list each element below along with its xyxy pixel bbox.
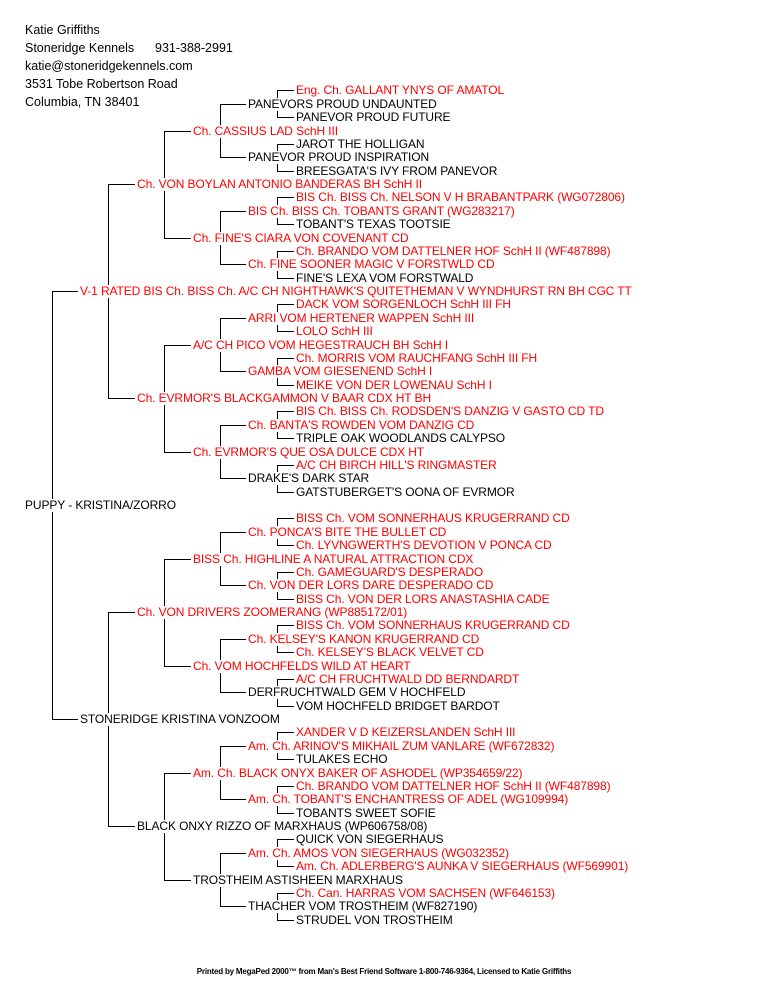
pedigree-entry: Ch. VON DER LORS DARE DESPERADO CD bbox=[248, 578, 494, 592]
pedigree-entry: Ch. KELSEY'S BLACK VELVET CD bbox=[296, 645, 484, 659]
pedigree-entry: STONERIDGE KRISTINA VONZOOM bbox=[80, 712, 280, 726]
pedigree-entry: Ch. VOM HOCHFELDS WILD AT HEART bbox=[193, 659, 411, 673]
pedigree-entry: Am. Ch. BLACK ONYX BAKER OF ASHODEL (WP354659/22) bbox=[193, 766, 523, 780]
connector-line-horizontal bbox=[164, 238, 191, 239]
pedigree-entry: VOM HOCHFELD BRIDGET BARDOT bbox=[296, 699, 500, 713]
connector-line-horizontal bbox=[277, 893, 294, 894]
pedigree-entry: TULAKES ECHO bbox=[296, 752, 388, 766]
connector-line-horizontal bbox=[164, 131, 191, 132]
pedigree-entry: QUICK VON SIEGERHAUS bbox=[296, 832, 444, 846]
connector-line-horizontal bbox=[277, 465, 294, 466]
connector-line-horizontal bbox=[277, 358, 294, 359]
pedigree-entry: Ch. LYVNGWERTH'S DEVOTION V PONCA CD bbox=[296, 538, 552, 552]
connector-line-horizontal bbox=[164, 666, 191, 667]
pedigree-entry: MEIKE VON DER LOWENAU SchH I bbox=[296, 378, 492, 392]
pedigree-entry: TROSTHEIM ASTISHEEN MARXHAUS bbox=[193, 873, 403, 887]
connector-line-horizontal bbox=[277, 706, 294, 707]
connector-line-horizontal bbox=[277, 759, 294, 760]
connector-line-horizontal bbox=[277, 518, 294, 519]
pedigree-entry: BISS Ch. VOM SONNERHAUS KRUGERRAND CD bbox=[296, 511, 570, 525]
pedigree-entry: A/C CH BIRCH HILL'S RINGMASTER bbox=[296, 458, 497, 472]
pedigree-entry: Ch. Can. HARRAS VOM SACHSEN (WF646153) bbox=[296, 886, 555, 900]
connector-line-horizontal bbox=[277, 117, 294, 118]
pedigree-entry: JAROT THE HOLLIGAN bbox=[296, 137, 425, 151]
pedigree-entry: ARRI VOM HERTENER WAPPEN SchH III bbox=[248, 311, 475, 325]
pedigree-entry: Eng. Ch. GALLANT YNYS OF AMATOL bbox=[296, 83, 505, 97]
pedigree-entry: Ch. VON BOYLAN ANTONIO BANDERAS BH SchH II bbox=[137, 177, 422, 191]
street-address: 3531 Tobe Robertson Road bbox=[25, 77, 178, 91]
connector-line-horizontal bbox=[220, 211, 246, 212]
connector-line-horizontal bbox=[277, 438, 294, 439]
pedigree-entry: DACK VOM SORGENLOCH SchH III FH bbox=[296, 297, 511, 311]
pedigree-entry: Ch. BANTA'S ROWDEN VOM DANZIG CD bbox=[248, 418, 475, 432]
pedigree-entry: A/C CH FRUCHTWALD DD BERNDARDT bbox=[296, 672, 520, 686]
connector-line-horizontal bbox=[277, 866, 294, 867]
connector-line-horizontal bbox=[164, 452, 191, 453]
connector-line-horizontal bbox=[220, 478, 246, 479]
pedigree-entry: Am. Ch. ADLERBERG'S AUNKA V SIEGERHAUS (WF569901) bbox=[296, 859, 629, 873]
pedigree-entry: PANEVORS PROUD UNDAUNTED bbox=[248, 97, 437, 111]
pedigree-entry: BIS Ch. BISS Ch. NELSON V H BRABANTPARK (WG072806) bbox=[296, 190, 625, 204]
pedigree-entry: Ch. EVRMOR'S QUE OSA DULCE CDX HT bbox=[193, 445, 425, 459]
connector-line-horizontal bbox=[277, 224, 294, 225]
pedigree-entry: XANDER V D KEIZERSLANDEN SchH III bbox=[296, 725, 516, 739]
connector-line-horizontal bbox=[277, 679, 294, 680]
pedigree-entry: BIS Ch. BISS Ch. TOBANTS GRANT (WG283217) bbox=[248, 204, 515, 218]
pedigree-entry: BREESGATA'S IVY FROM PANEVOR bbox=[296, 164, 498, 178]
connector-line-horizontal bbox=[277, 171, 294, 172]
connector-line-horizontal bbox=[220, 157, 246, 158]
connector-line-horizontal bbox=[220, 692, 246, 693]
connector-line-horizontal bbox=[277, 144, 294, 145]
connector-line-horizontal bbox=[277, 278, 294, 279]
owner-name: Katie Griffiths bbox=[25, 23, 100, 37]
connector-line-horizontal bbox=[52, 719, 78, 720]
connector-line-horizontal bbox=[277, 786, 294, 787]
connector-line-horizontal bbox=[164, 773, 191, 774]
connector-line-horizontal bbox=[277, 572, 294, 573]
connector-line-horizontal bbox=[108, 612, 135, 613]
connector-line-horizontal bbox=[277, 625, 294, 626]
connector-line-horizontal bbox=[52, 291, 78, 292]
connector-line-horizontal bbox=[277, 331, 294, 332]
connector-line-horizontal bbox=[277, 599, 294, 600]
pedigree-entry: TOBANT'S TEXAS TOOTSIE bbox=[296, 217, 451, 231]
pedigree-entry: PANEVOR PROUD INSPIRATION bbox=[248, 150, 430, 164]
pedigree-entry-subject: PUPPY - KRISTINA/ZORRO bbox=[25, 498, 176, 512]
pedigree-entry: Ch. MORRIS VOM RAUCHFANG SchH III FH bbox=[296, 351, 538, 365]
connector-line-horizontal bbox=[277, 813, 294, 814]
pedigree-entry: Ch. CASSIUS LAD SchH III bbox=[193, 124, 338, 138]
connector-line-horizontal bbox=[277, 920, 294, 921]
pedigree-entry: Am. Ch. AMOS VON SIEGERHAUS (WG032352) bbox=[248, 846, 509, 860]
pedigree-entry: BLACK ONXY RIZZO OF MARXHAUS (WP606758/08) bbox=[137, 819, 428, 833]
connector-line-horizontal bbox=[277, 411, 294, 412]
connector-line-horizontal bbox=[220, 799, 246, 800]
pedigree-entry: LOLO SchH III bbox=[296, 324, 373, 338]
pedigree-entry: Am. Ch. TOBANT'S ENCHANTRESS OF ADEL (WG109994) bbox=[248, 792, 569, 806]
connector-line-horizontal bbox=[108, 826, 135, 827]
kennel-name: Stoneridge Kennels 931-388-2991 bbox=[25, 41, 233, 55]
email-address: katie@stoneridgekennels.com bbox=[25, 59, 193, 73]
city-state-zip: Columbia, TN 38401 bbox=[25, 95, 140, 109]
connector-line-horizontal bbox=[277, 90, 294, 91]
pedigree-entry: STRUDEL VON TROSTHEIM bbox=[296, 913, 453, 927]
pedigree-entry: Ch. EVRMOR'S BLACKGAMMON V BAAR CDX HT BH bbox=[137, 391, 432, 405]
pedigree-entry: PANEVOR PROUD FUTURE bbox=[296, 110, 451, 124]
connector-line-horizontal bbox=[220, 104, 246, 105]
pedigree-entry: DERFRUCHTWALD GEM V HOCHFELD bbox=[248, 685, 466, 699]
pedigree-entry: THACHER VOM TROSTHEIM (WF827190) bbox=[248, 899, 478, 913]
pedigree-entry: GATSTUBERGET'S OONA OF EVRMOR bbox=[296, 485, 515, 499]
connector-line-horizontal bbox=[277, 839, 294, 840]
pedigree-entry: BIS Ch. BISS Ch. RODSDEN'S DANZIG V GASTO CD TD bbox=[296, 404, 604, 418]
connector-line-horizontal bbox=[220, 585, 246, 586]
connector-line-horizontal bbox=[277, 251, 294, 252]
pedigree-entry: FINE'S LEXA VOM FORSTWALD bbox=[296, 271, 474, 285]
pedigree-entry: DRAKE'S DARK STAR bbox=[248, 471, 370, 485]
pedigree-entry: Ch. KELSEY'S KANON KRUGERRAND CD bbox=[248, 632, 480, 646]
phone-number: 931-388-2991 bbox=[155, 41, 233, 55]
pedigree-entry: Ch. FINE SOONER MAGIC V FORSTWLD CD bbox=[248, 257, 495, 271]
pedigree-entry: V-1 RATED BIS Ch. BISS Ch. A/C CH NIGHTHAWK'S QUITETHEMAN V WYNDHURST RN BH CGC TT bbox=[80, 284, 632, 298]
connector-line-horizontal bbox=[277, 652, 294, 653]
connector-line-horizontal bbox=[220, 853, 246, 854]
connector-line-horizontal bbox=[220, 532, 246, 533]
connector-line-horizontal bbox=[277, 732, 294, 733]
pedigree-entry: TOBANTS SWEET SOFIE bbox=[296, 806, 436, 820]
connector-line-horizontal bbox=[164, 880, 191, 881]
pedigree-entry: BISS Ch. VON DER LORS ANASTASHIA CADE bbox=[296, 592, 550, 606]
connector-line-horizontal bbox=[277, 545, 294, 546]
pedigree-entry: Am. Ch. ARINOV'S MIKHAIL ZUM VANLARE (WF672832) bbox=[248, 739, 555, 753]
connector-line-horizontal bbox=[220, 639, 246, 640]
connector-line-horizontal bbox=[164, 559, 191, 560]
pedigree-entry: TRIPLE OAK WOODLANDS CALYPSO bbox=[296, 431, 506, 445]
pedigree-entry: Ch. BRANDO VOM DATTELNER HOF SchH II (WF487898) bbox=[296, 779, 611, 793]
connector-line-horizontal bbox=[277, 197, 294, 198]
pedigree-entry: Ch. GAMEGUARD'S DESPERADO bbox=[296, 565, 484, 579]
pedigree-entry: Ch. FINE'S CIARA VON COVENANT CD bbox=[193, 231, 409, 245]
pedigree-entry: Ch. VON DRIVERS ZOOMERANG (WP885172/01) bbox=[137, 605, 408, 619]
connector-line-horizontal bbox=[220, 746, 246, 747]
connector-line-horizontal bbox=[220, 318, 246, 319]
connector-line-horizontal bbox=[220, 906, 246, 907]
connector-line-horizontal bbox=[277, 492, 294, 493]
connector-line-horizontal bbox=[164, 345, 191, 346]
connector-line-horizontal bbox=[277, 304, 294, 305]
connector-line-horizontal bbox=[220, 371, 246, 372]
connector-line-horizontal bbox=[220, 425, 246, 426]
connector-line-horizontal bbox=[108, 184, 135, 185]
pedigree-entry: Ch. BRANDO VOM DATTELNER HOF SchH II (WF487898) bbox=[296, 244, 611, 258]
pedigree-entry: A/C CH PICO VOM HEGESTRAUCH BH SchH I bbox=[193, 338, 449, 352]
pedigree-entry: BISS Ch. VOM SONNERHAUS KRUGERRAND CD bbox=[296, 618, 570, 632]
pedigree-entry: Ch. PONCA'S BITE THE BULLET CD bbox=[248, 525, 447, 539]
pedigree-entry: GAMBA VOM GIESENEND SchH I bbox=[248, 364, 433, 378]
connector-line-horizontal bbox=[277, 385, 294, 386]
connector-line-horizontal bbox=[108, 398, 135, 399]
pedigree-entry: BISS Ch. HIGHLINE A NATURAL ATTRACTION CDX bbox=[193, 552, 474, 566]
footer-credit: Printed by MegaPed 2000™ from Man's Best Friend Software 1-800-746-9364, Licensed to Katie Griffiths bbox=[196, 967, 572, 976]
connector-line-horizontal bbox=[220, 264, 246, 265]
